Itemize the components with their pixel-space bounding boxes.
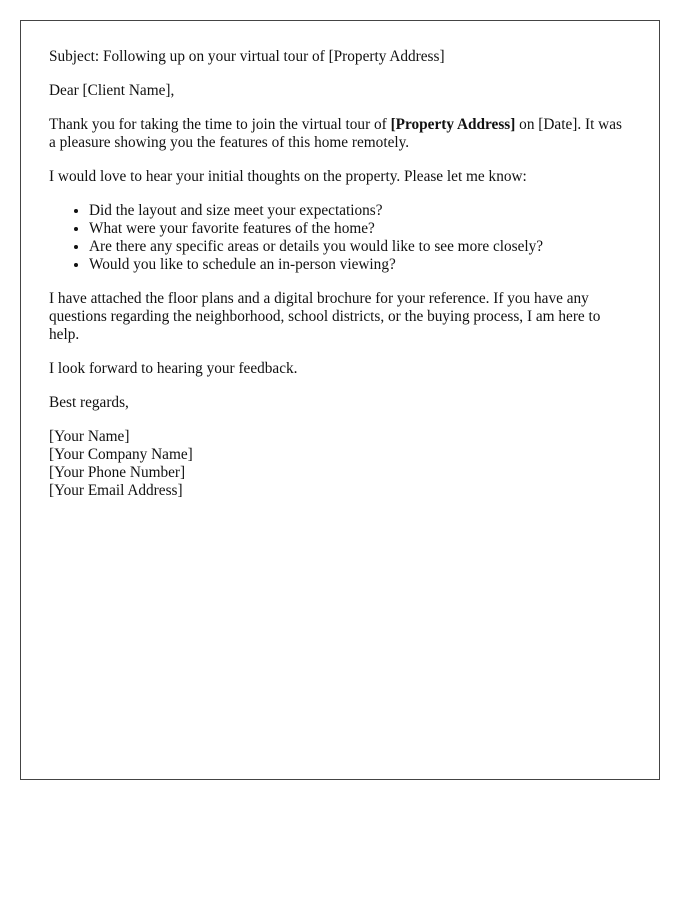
list-item: • Would you like to schedule an in-person viewing? <box>89 256 631 274</box>
question-list <box>49 202 631 274</box>
subject-line: Subject: Following up on your virtual tour of [Property Address] <box>49 48 445 65</box>
list-item: • Did the layout and size meet your expectations? <box>89 202 631 220</box>
closing-line: I look forward to hearing your feedback. <box>49 360 298 377</box>
signature-block <box>49 428 631 500</box>
intro-paragraph <box>49 116 631 152</box>
intro-text-start: Thank you for taking the time to join the virtual tour of <box>49 116 391 133</box>
signature-phone: [Your Phone Number] <box>49 464 186 481</box>
signature-email: [Your Email Address] <box>49 482 183 499</box>
property-address: [Property Address] <box>390 116 516 133</box>
greeting: Dear [Client Name], <box>49 82 175 99</box>
intro-text-end: on [Date]. It was a pleasure showing you the features of this home remotely. <box>49 116 622 151</box>
feedback-request: I would love to hear your initial thoughts on the property. Please let me know: <box>49 168 527 185</box>
list-item: • Are there any specific areas or details you would like to see more closely? <box>89 238 631 256</box>
letter-page <box>20 20 660 780</box>
signature-name: [Your Name] <box>49 428 130 445</box>
sign-off: Best regards, <box>49 394 129 411</box>
signature-company: [Your Company Name] <box>49 446 193 463</box>
attachment-paragraph: I have attached the floor plans and a digital brochure for your reference. If you have any questions regarding the neighborhood, school districts, or the buying process, I am here to help. <box>49 290 601 343</box>
list-item: • What were your favorite features of the home? <box>89 220 631 238</box>
